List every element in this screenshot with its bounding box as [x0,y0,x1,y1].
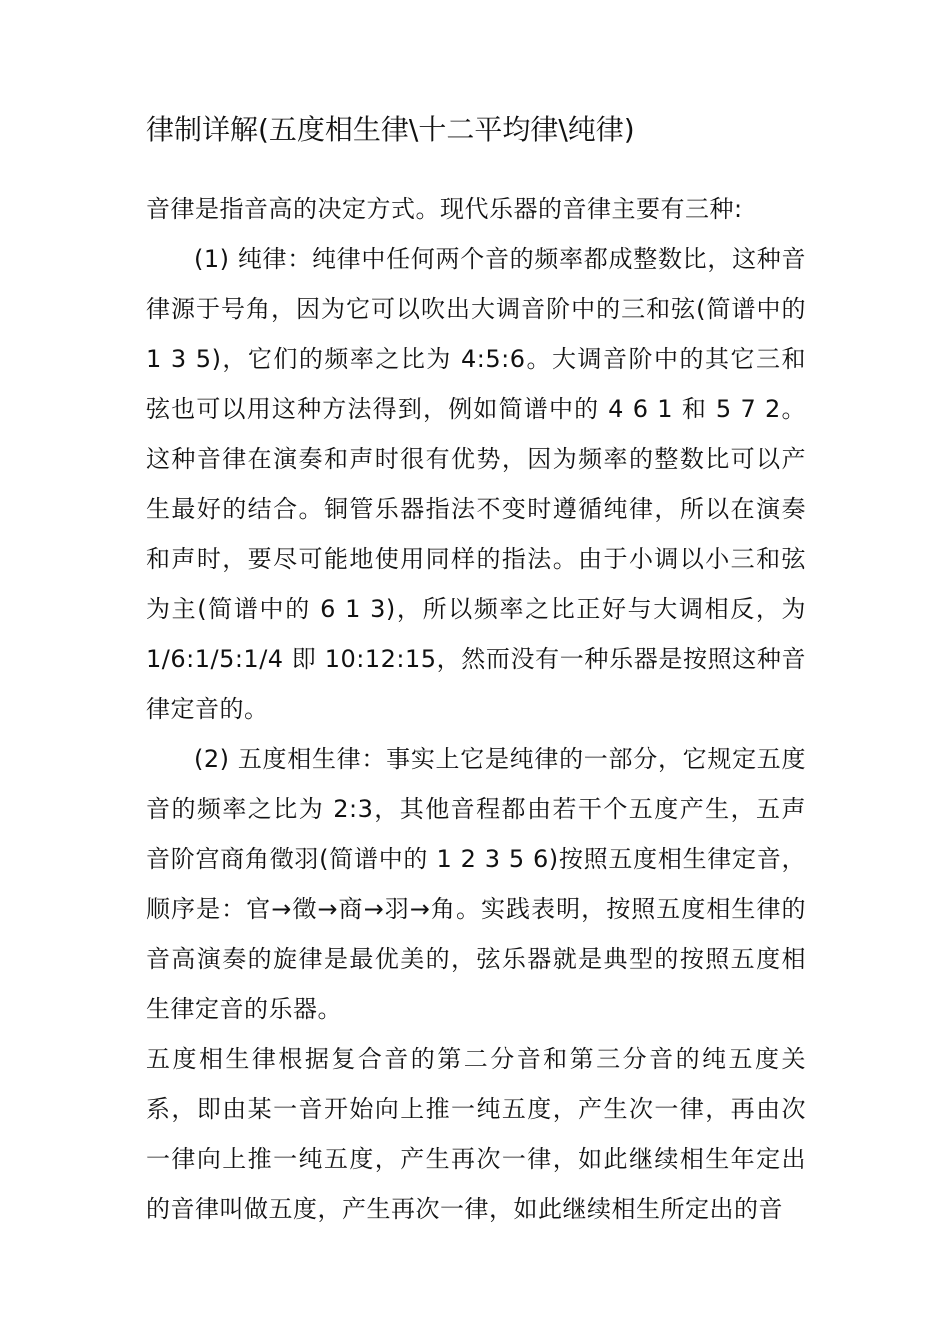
pythagorean-detail-paragraph: 五度相生律根据复合音的第二分音和第三分音的纯五度关系，即由某一音开始向上推一纯五度，产生次一律，再由次一律向上推一纯五度，产生再次一律，如此继续相生年定出的音律叫做五度，产生再次一律，如此继续相生所定出的音 [146,1045,806,1223]
document-title: 律制详解(五度相生律\十二平均律\纯律) [146,113,635,146]
pythagorean-paragraph: (2) 五度相生律：事实上它是纯律的一部分，它规定五度音的频率之比为 2:3，其他音程都由若干个五度产生，五声音阶宫商角徵羽(简谱中的 1 2 3 5 6)按照五度相生律定音，顺序是：官→徵→商→羽→角。实践表明，按照五度相生律的音高演奏的旋律是最优美的，弦乐器就是典型的按照五度相生律定音的乐器。 [146,745,806,1023]
document-body [146,184,806,1234]
intro-paragraph: 音律是指音高的决定方式。现代乐器的音律主要有三种: [146,195,743,223]
just-intonation-paragraph: (1) 纯律：纯律中任何两个音的频率都成整数比，这种音律源于号角，因为它可以吹出大调音阶中的三和弦(简谱中的 1 3 5)，它们的频率之比为 4:5:6。大调音阶中的其它三和弦也可以用这种方法得到，例如简谱中的 4 6 1 和 5 7 2。这种音律在演奏和声时很有优势，因为频率的整数比可以产生最好的结合。铜管乐器指法不变时遵循纯律，所以在演奏和声时，要尽可能地使用同样的指法。由于小调以小三和弦为主(简谱中的 6 1 3)，所以频率之比正好与大调相反，为 1/6:1/5:1/4 即 10:12:15，然而没有一种乐器是按照这种音律定音的。 [146,245,806,723]
